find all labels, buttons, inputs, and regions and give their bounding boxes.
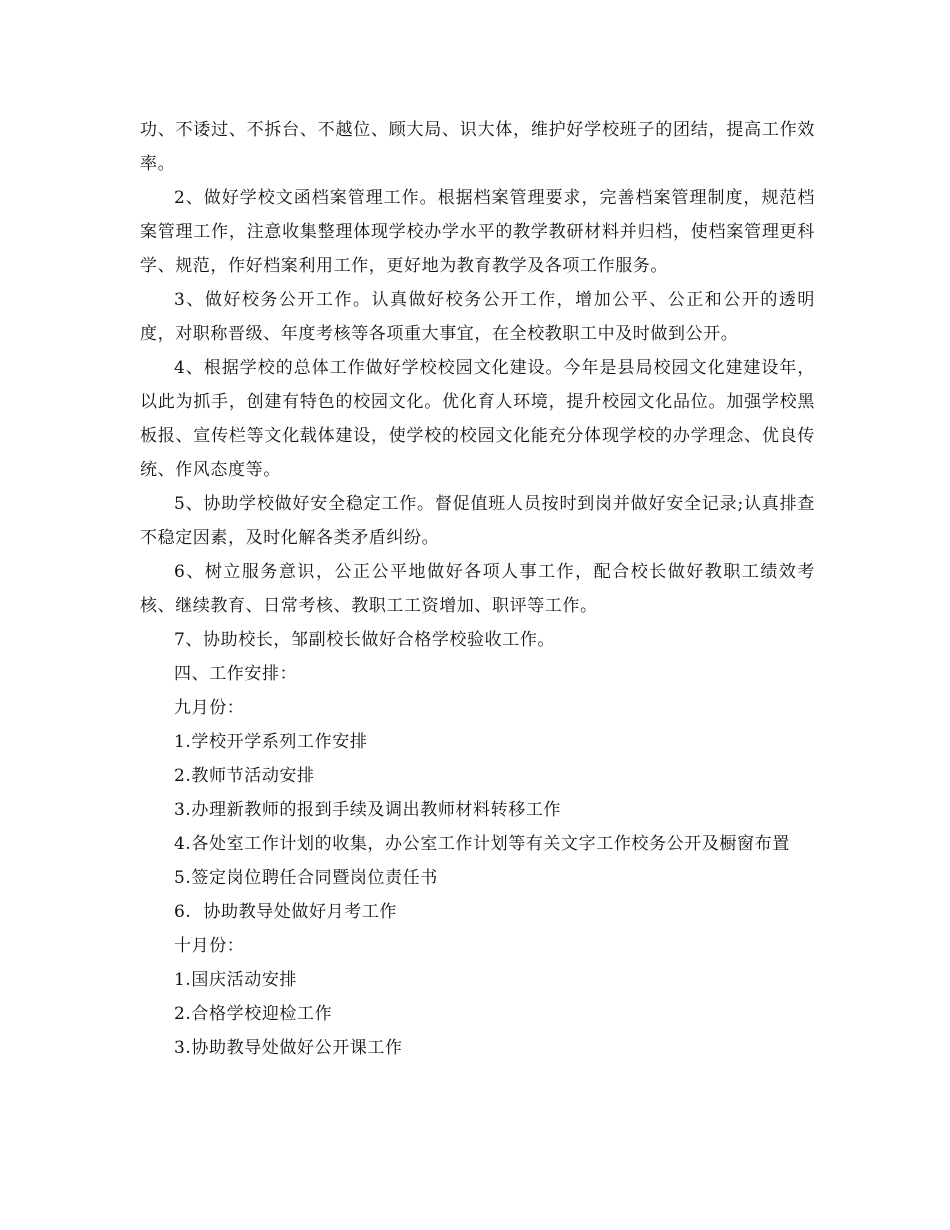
list-item: 1.国庆活动安排 xyxy=(174,970,298,990)
paragraph: 6、树立服务意识，公正公平地做好各项人事工作，配合校长做好教职工绩效考核、继续教育、日常考核、教职工工资增加、职评等工作。 xyxy=(140,562,815,616)
list-item: 2.教师节活动安排 xyxy=(174,766,315,786)
paragraph: 5、协助学校做好安全稳定工作。督促值班人员按时到岗并做好安全记录;认真排查不稳定因素，及时化解各类矛盾纠纷。 xyxy=(140,494,815,548)
list-item: 6. 协助教导处做好月考工作 xyxy=(174,902,398,922)
list-item: 4.各处室工作计划的收集，办公室工作计划等有关文字工作校务公开及橱窗布置 xyxy=(174,834,790,854)
section-heading: 四、工作安排： xyxy=(174,664,298,684)
paragraph: 3、做好校务公开工作。认真做好校务公开工作，增加公平、公正和公开的透明度，对职称晋级、年度考核等各项重大事宜，在全校教职工中及时做到公开。 xyxy=(140,290,815,344)
list-item: 2.合格学校迎检工作 xyxy=(174,1004,333,1024)
paragraph: 4、根据学校的总体工作做好学校校园文化建设。今年是县局校园文化建建设年，以此为抓手，创建有特色的校园文化。优化育人环境，提升校园文化品位。加强学校黑板报、宣传栏等文化载体建设，使学校的校园文化能充分体现学校的办学理念、优良传统、作风态度等。 xyxy=(140,358,815,480)
list-item: 3.协助教导处做好公开课工作 xyxy=(174,1038,403,1058)
month-heading: 十月份： xyxy=(174,936,245,956)
month-heading: 九月份： xyxy=(174,698,245,718)
list-item: 5.签定岗位聘任合同暨岗位责任书 xyxy=(174,868,438,888)
list-item: 1.学校开学系列工作安排 xyxy=(174,732,368,752)
list-item: 3.办理新教师的报到手续及调出教师材料转移工作 xyxy=(174,800,562,820)
paragraph: 功、不诿过、不拆台、不越位、顾大局、识大体，维护好学校班子的团结，提高工作效率。 xyxy=(140,120,815,174)
paragraph: 2、做好学校文函档案管理工作。根据档案管理要求，完善档案管理制度，规范档案管理工作，注意收集整理体现学校办学水平的教学教研材料并归档，使档案管理更科学、规范，作好档案利用工作，更好地为教育教学及各项工作服务。 xyxy=(140,188,815,276)
document-body xyxy=(140,113,815,1065)
paragraph: 7、协助校长，邹副校长做好合格学校验收工作。 xyxy=(174,630,556,650)
